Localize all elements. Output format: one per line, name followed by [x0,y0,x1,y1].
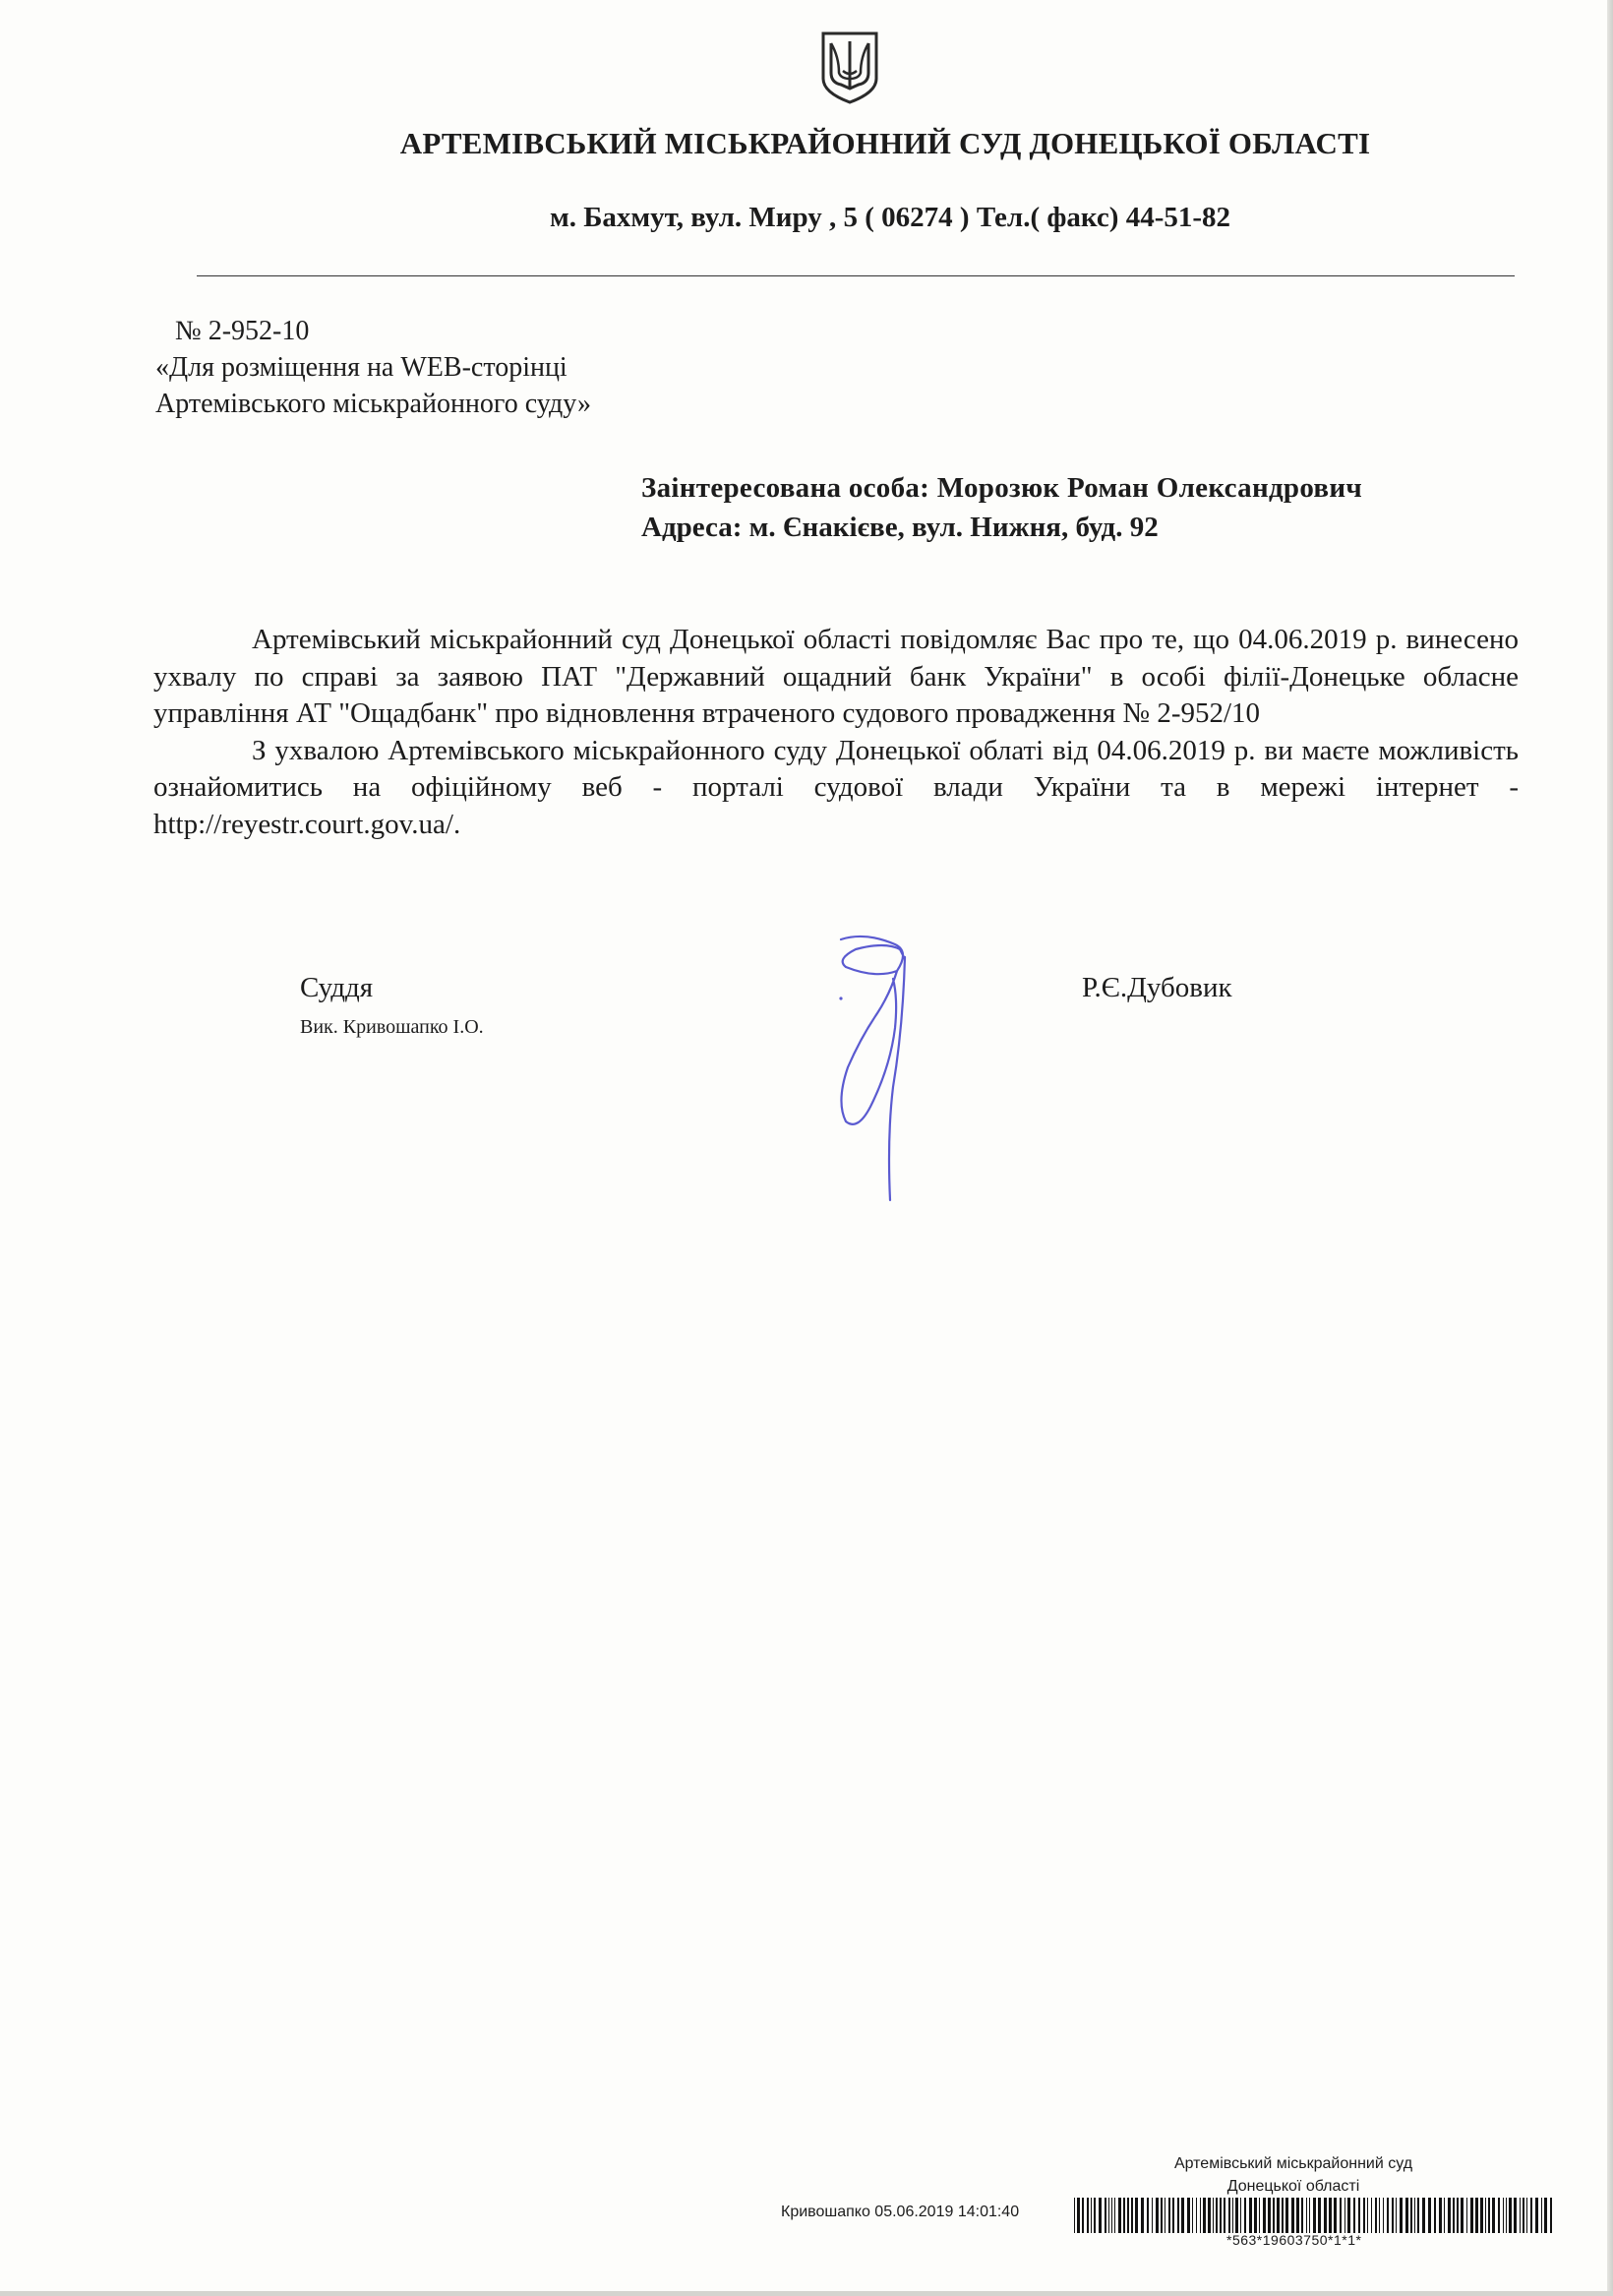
barcode-bar [1405,2198,1408,2233]
registration-info: Кривошапко 05.06.2019 14:01:40 [781,2204,1020,2220]
case-block [155,313,591,422]
barcode-bar [1127,2198,1129,2233]
barcode-bar [1177,2198,1179,2233]
barcode-bar [1203,2198,1206,2233]
barcode-bar [1363,2198,1365,2233]
barcode-bar [1282,2198,1284,2233]
barcode-bar [1466,2198,1467,2233]
barcode-bar [1550,2198,1552,2233]
judge-label: Суддя [300,972,374,1003]
barcode-bar [1277,2198,1280,2233]
barcode-bar [1091,2198,1092,2233]
barcode-bar [1535,2198,1538,2233]
barcode-bar [1453,2198,1455,2233]
handwritten-signature [767,920,964,1215]
court-address: м. Бахмут, вул. Миру , 5 ( 06274 ) Тел.( факс) 44-51-82 [549,202,1231,233]
barcode-bar [1318,2198,1321,2233]
barcode-bar [1422,2198,1425,2233]
barcode-bar [1461,2198,1464,2233]
barcode-bar [1383,2198,1384,2233]
barcode-bar [1530,2198,1532,2233]
barcode-bar [1498,2198,1500,2233]
case-number: № 2-952-10 [175,316,310,346]
addressee-address: Адреса: м. Єнакієве, вул. Нижня, буд. 92 [641,512,1159,543]
barcode-bar [1428,2198,1431,2233]
barcode-bar [1200,2198,1201,2233]
barcode-bar [1268,2198,1271,2233]
barcode-bar [1208,2198,1211,2233]
barcode-bar [1240,2198,1241,2233]
barcode-bar [1400,2198,1403,2233]
barcode-bar [1488,2198,1490,2233]
barcode-bar [1161,2198,1163,2233]
stamp-court-line: Донецької області [1226,2178,1360,2195]
addressee-name: Заінтересована особа: Морозюк Роман Олександрович [641,472,1363,504]
barcode-bar [1192,2198,1193,2233]
barcode-bar [1309,2198,1310,2233]
trident-emblem-icon [817,28,882,104]
barcode-bar [1417,2198,1419,2233]
barcode-bar [1254,2198,1257,2233]
barcode-bar [1196,2198,1197,2233]
web-note-line: Артемівського міськрайонного суду» [155,389,591,419]
notice-paragraph: З ухвалою Артемівського міськрайонного суду Донецької облаті від 04.06.2019 р. ви маєте можливість ознайомитись на офіційному веб - порталі судової влади України та в мережі інтернет - http://reyestr.court.gov.ua/. [153,734,1519,840]
barcode-bar [1291,2198,1294,2233]
barcode-bar [1172,2198,1174,2233]
barcode-bar [1181,2198,1184,2233]
barcode-bar [1118,2198,1121,2233]
barcode-bar [1475,2198,1478,2233]
barcode-bar [1387,2198,1389,2233]
judge-name: Р.Є.Дубовик [1082,972,1232,1003]
barcode-bar [1353,2198,1355,2233]
page-edge [0,2291,1613,2296]
notice-body [153,622,1519,843]
barcode-bar [1131,2198,1133,2233]
barcode-bar [1506,2198,1507,2233]
registration-stamp-court [1131,2152,1456,2198]
stamp-court-line: Артемівський міськрайонний суд [1173,2155,1413,2172]
barcode-bar [1329,2198,1332,2233]
barcode-bar [1541,2198,1542,2233]
barcode-bar [1152,2198,1153,2233]
addressee-block [641,468,1362,547]
barcode-bar [1439,2198,1442,2233]
barcode-bar [1334,2198,1337,2233]
barcode-bar [1114,2198,1115,2233]
executor-name: Вик. Кривошапко І.О. [300,1016,484,1038]
barcode-bar [1379,2198,1380,2233]
barcode-bar [1503,2198,1504,2233]
barcode-bar [1301,2198,1303,2233]
barcode-bar [1526,2198,1527,2233]
barcode-bar [1105,2198,1106,2233]
barcode-bar [1444,2198,1445,2233]
page-edge [1607,0,1613,2296]
barcode-bar [1263,2198,1266,2233]
barcode-bar [1147,2198,1149,2233]
barcode-bar [1213,2198,1214,2233]
barcode-bar [1273,2198,1275,2233]
barcode-bar [1077,2198,1080,2233]
barcode-bar [1434,2198,1436,2233]
barcode-bar [1224,2198,1225,2233]
barcode-bar [1135,2198,1138,2233]
barcode-bar [1448,2198,1451,2233]
barcode-bar [1410,2198,1412,2233]
barcode-bar [1324,2198,1327,2233]
barcode-bar [1296,2198,1299,2233]
barcode-bar [1123,2198,1125,2233]
barcode-bar [1259,2198,1260,2233]
barcode-bar [1514,2198,1517,2233]
web-note-line: «Для розміщення на WEB-сторінці [155,352,568,383]
barcode-bar [1344,2198,1345,2233]
barcode [1074,2198,1556,2233]
barcode-bar [1367,2198,1368,2233]
barcode-bar [1414,2198,1415,2233]
barcode-bar [1396,2198,1397,2233]
barcode-bar [1371,2198,1372,2233]
barcode-bar [1156,2198,1159,2233]
barcode-bar [1480,2198,1483,2233]
barcode-bar [1099,2198,1102,2233]
barcode-bar [1509,2198,1512,2233]
barcode-bar [1520,2198,1521,2233]
barcode-bar [1082,2198,1084,2233]
barcode-bar [1220,2198,1222,2233]
barcode-bar [1249,2198,1252,2233]
barcode-bar [1347,2198,1350,2233]
barcode-bar [1235,2198,1238,2233]
barcode-bar [1187,2198,1190,2233]
header-divider [197,275,1515,276]
barcode-bar [1108,2198,1109,2233]
barcode-bar [1392,2198,1394,2233]
barcode-bar [1244,2198,1246,2233]
barcode-bar [1523,2198,1524,2233]
barcode-bar [1285,2198,1288,2233]
barcode-bar [1087,2198,1089,2233]
barcode-bar [1111,2198,1112,2233]
barcode-bar [1216,2198,1218,2233]
barcode-bar [1492,2198,1495,2233]
barcode-bar [1141,2198,1144,2233]
barcode-bar [1168,2198,1170,2233]
barcode-bar [1094,2198,1096,2233]
barcode-bar [1375,2198,1377,2233]
barcode-bar [1306,2198,1307,2233]
barcode-bar [1074,2198,1075,2233]
court-name: АРТЕМІВСЬКИЙ МІСЬКРАЙОННИЙ СУД ДОНЕЦЬКОЇ ОБЛАСТІ [399,126,1371,160]
barcode-bar [1470,2198,1473,2233]
barcode-bar [1232,2198,1233,2233]
barcode-number: *563*19603750*1*1* [1226,2232,1362,2248]
barcode-bar [1228,2198,1230,2233]
notice-paragraph: Артемівський міськрайонний суд Донецької області повідомляє Вас про те, що 04.06.2019 р. винесено ухвалу по справі за заявою ПАТ "Державний ощадний банк України" в особі філії-Донецьке обласне управління АТ "Ощадбанк" про відновлення втраченого судового провадження № 2-952/10 [153,624,1519,729]
barcode-bar [1313,2198,1316,2233]
barcode-bar [1358,2198,1360,2233]
barcode-bar [1544,2198,1547,2233]
barcode-bar [1457,2198,1459,2233]
barcode-bar [1340,2198,1342,2233]
barcode-bar [1485,2198,1486,2233]
